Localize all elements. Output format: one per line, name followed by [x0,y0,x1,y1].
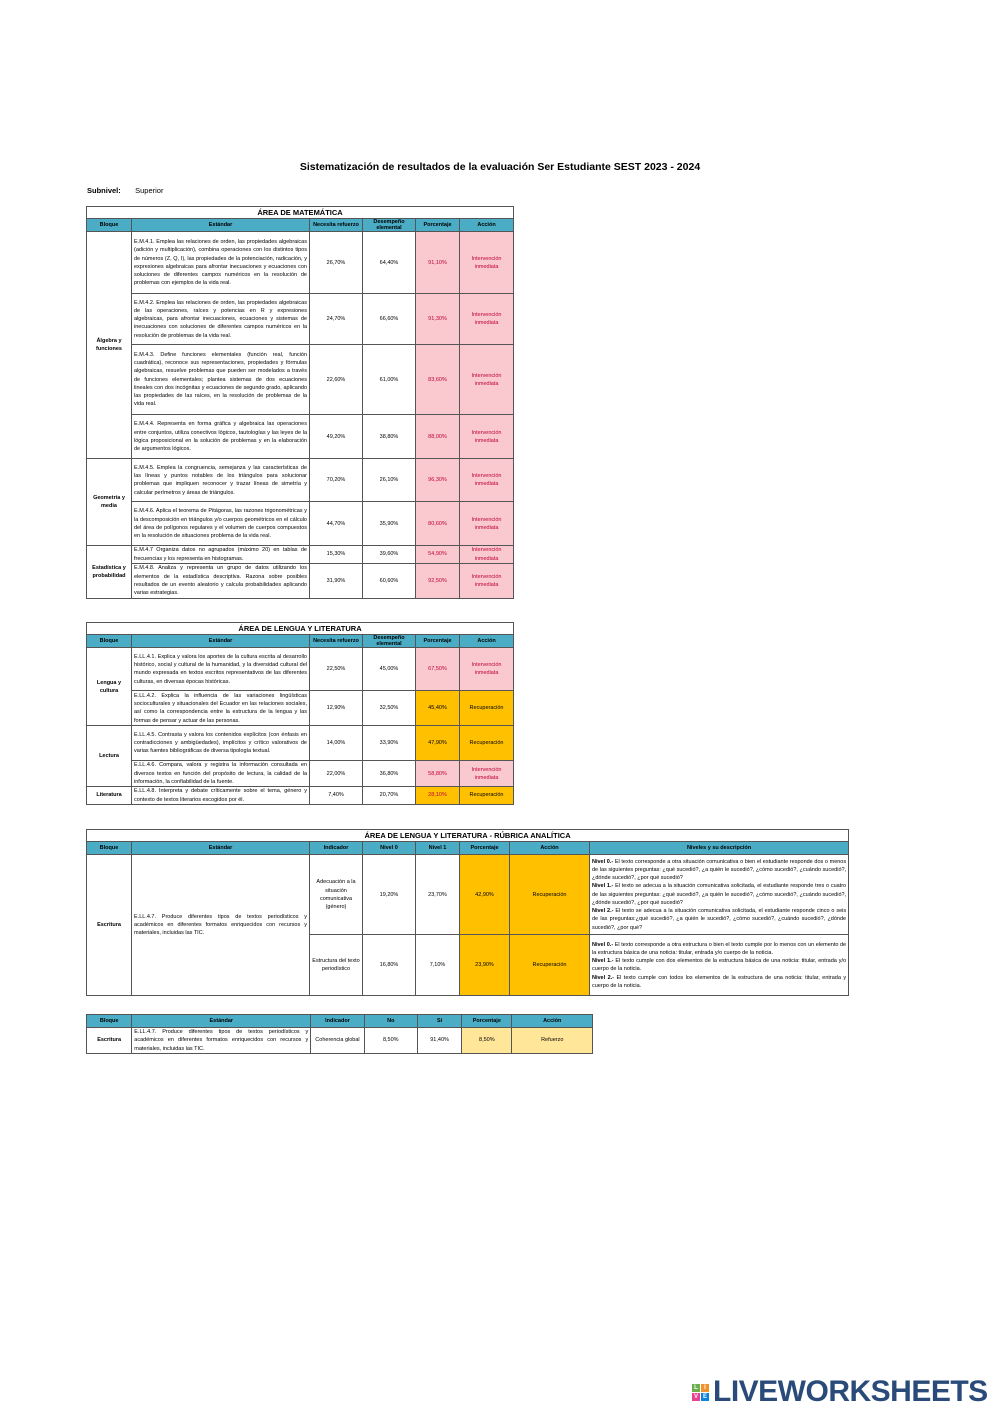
lengua-table [86,622,514,805]
accion-cell: Intervención inmediata [460,459,514,502]
col-si: Sí [417,1015,461,1028]
nivel-desc: El texto cumple con dos elementos de la estructura básica de una noticia: titular, entrada y/o cuerpo de la noticia. [592,958,847,973]
table-row [87,691,514,726]
nivel-key: Nivel 1.- [592,958,614,964]
accion-cell: Recuperación [460,726,514,761]
necesita-refuerzo-cell: 44,70% [310,502,363,546]
nivel-desc: El texto cumple con todos los elementos de la estructura de una noticia: titular, entrada y cuerpo de la noticia. [592,974,847,989]
bloque-cell: Escritura [87,1028,132,1054]
logo-letter: E [702,1393,707,1400]
matematica-caption: ÁREA DE MATEMÁTICA [87,207,514,219]
nivel-key: Nivel 1.- [592,883,614,890]
col-nivel-0: Nivel 0 [363,842,416,855]
necesita-refuerzo-cell: 7,40% [310,787,363,805]
col-bloque: Bloque [87,635,132,648]
estandar-cell: E.M.4.7 Organiza datos no agrupados (máximo 20) en tablas de frecuencias y los representa en histogramas. [132,546,310,564]
col-no: No [364,1015,417,1028]
col-porcentaje: Porcentaje [416,219,460,232]
nivel-1-cell: 7,10% [416,935,460,996]
accion-cell: Intervención inmediata [460,294,514,345]
accion-cell: Recuperación [510,855,590,935]
estandar-cell: E.LL.4.2. Explica la influencia de las variaciones lingüísticas socioculturales y situacionales del Ecuador en las relaciones sociales, así como la correspondencia entre la estructura de la lengua y las formas de pensar y actuar de las personas. [132,691,310,726]
col-nivel-1: Nivel 1 [416,842,460,855]
col-indicador: Indicador [311,1015,364,1028]
porcentaje-cell: 58,80% [416,761,460,787]
subnivel-value: Superior [135,186,164,195]
porcentaje-cell: 83,60% [416,345,460,415]
col-estandar: Estándar [132,842,310,855]
nivel-desc: El texto corresponde a otra situación comunicativa o bien el estudiante responde dos o menos de las siguientes preguntas: ¿qué sucedió?, ¿a quién le sucedió?, ¿cómo sucedió?, ¿cuándo sucedió?, ¿dónde sucedió?, ¿por qué sucedió? [592,858,847,882]
col-bloque: Bloque [87,842,132,855]
porcentaje-cell: 96,30% [416,459,460,502]
desempeno-cell: 61,00% [363,345,416,415]
table-row [87,232,514,294]
col-niveles: Niveles y su descripción [590,842,849,855]
table-row [87,345,514,415]
rubrica-table [86,829,849,996]
porcentaje-cell: 88,00% [416,415,460,459]
nivel-1-cell: 23,70% [416,855,460,935]
porcentaje-cell: 80,60% [416,502,460,546]
table-row [87,502,514,546]
estandar-cell: E.LL.4.5. Contrasta y valora los contenidos explícitos (con énfasis en contradicciones y ambigüedades), implícitos y crítico valorativos de varias fuentes bibliográficas de diversa tipología textual. [132,726,310,761]
desempeno-cell: 38,80% [363,415,416,459]
table-row [87,787,514,805]
bloque-cell: Lengua y cultura [87,648,132,726]
col-bloque: Bloque [87,219,132,232]
porcentaje-cell: 92,50% [416,563,460,598]
necesita-refuerzo-cell: 12,90% [310,691,363,726]
bloque-cell: Lectura [87,726,132,787]
estandar-cell: E.LL.4.1. Explica y valora los aportes de la cultura escrita al desarrollo histórico, social y cultural de la humanidad, y la diversidad cultural del mundo expresada en textos escritos representativos de las diferentes culturas, en diversas épocas históricas. [132,648,310,691]
accion-cell: Intervención inmediata [460,415,514,459]
accion-cell: Recuperación [510,935,590,996]
indicador-cell: Coherencia global [311,1028,364,1054]
estandar-cell: E.LL.4.7. Produce diferentes tipos de textos periodísticos y académicos en diferentes formatos enriquecidos con recursos y materiales, incluidas las TIC. [132,1028,311,1054]
logo-letter: I [701,1384,709,1392]
necesita-refuerzo-cell: 31,90% [310,563,363,598]
porcentaje-cell: 28,10% [416,787,460,805]
necesita-refuerzo-cell: 49,20% [310,415,363,459]
logo-squares-icon [692,1384,709,1401]
table-row [87,1028,593,1054]
table-row [87,563,514,598]
table-row [87,459,514,502]
desempeno-cell: 64,40% [363,232,416,294]
estandar-cell: E.M.4.4. Representa en forma gráfica y algebraica las operaciones entre conjuntos, utiliza conectivos lógicos, tautologías y las leyes de la lógica proposicional en la solución de problemas y en la elaboración de argumentos lógicos. [132,415,310,459]
desempeno-cell: 35,90% [363,502,416,546]
porcentaje-cell: 23,90% [460,935,510,996]
porcentaje-cell: 91,30% [416,294,460,345]
estandar-cell: E.LL.4.7. Produce diferentes tipos de textos periodísticos y académicos en diferentes formatos enriquecidos con recursos y materiales, incluidas las TIC. [132,855,310,996]
necesita-refuerzo-cell: 14,00% [310,726,363,761]
logo-letter: V [693,1393,698,1400]
desempeno-cell: 45,00% [363,648,416,691]
bloque-cell: Literatura [87,787,132,805]
matematica-table [86,206,514,599]
col-porcentaje: Porcentaje [416,635,460,648]
col-estandar: Estándar [132,1015,311,1028]
porcentaje-cell: 91,10% [416,232,460,294]
bloque-cell: Estadística y probabilidad [87,546,132,599]
col-accion: Acción [512,1015,593,1028]
nivel-key: Nivel 2.- [592,974,615,981]
rubrica-caption: ÁREA DE LENGUA Y LITERATURA - RÚBRICA ANALÍTICA [87,830,849,842]
nivel-desc: El texto corresponde a otra estructura o bien el texto cumple por lo menos con un elemento de la estructura básica de una noticia: titular, entrada y/o cuerpo de la noticia. [592,941,847,956]
desempeno-cell: 20,70% [363,787,416,805]
col-porcentaje: Porcentaje [460,842,510,855]
porcentaje-cell: 42,90% [460,855,510,935]
nivel-desc: El texto se adecua a la situación comunicativa solicitada, el estudiante responde tres o cuatro de las siguientes preguntas: ¿qué sucedió?, ¿a quién le sucedió?, ¿cómo sucedió?, ¿cuándo sucedió?, ¿dónde sucedió?, ¿por qué sucedió? [592,883,847,906]
bloque-cell: Geometría y media [87,459,132,546]
desempeno-cell: 32,50% [363,691,416,726]
estandar-cell: E.LL.4.8. Interpreta y debate críticamente sobre el tema, género y contexto de textos literarios escogidos por él. [132,787,310,805]
table-row [87,415,514,459]
niveles-cell [590,935,849,996]
necesita-refuerzo-cell: 26,70% [310,232,363,294]
estandar-cell: E.M.4.3. Define funciones elementales (función real, función cuadrática), reconoce sus representaciones, propiedades y fórmulas algebraicas, resuelve problemas que pueden ser modelados a través de funciones elementales; plantea sistemas de dos ecuaciones lineales con dos incógnitas y ecuaciones de segundo grado, aplicando las propiedades de las raíces, en la resolución de problemas de la vida real. [132,345,310,415]
estandar-cell: E.M.4.6. Aplica el teorema de Pitágoras, las razones trigonométricas y la descomposición en triángulos y/o cuerpos geométricos en el cálculo del área de polígonos regulares y el volumen de cuerpos compuestos en la resolución de situaciones problema de la vida real. [132,502,310,546]
col-accion: Acción [460,635,514,648]
subnivel-label: Subnivel: [87,186,121,195]
table-row [87,761,514,787]
col-indicador: Indicador [310,842,363,855]
accion-cell: Intervención inmediata [460,648,514,691]
estandar-cell: E.M.4.8. Analiza y representa un grupo de datos utilizando los elementos de la estadística descriptiva. Razona sobre posibles resultados de un evento aleatorio y calcula probabilidades aplicando varias estrategias. [132,563,310,598]
col-desempeno-elemental: Desempeño elemental [363,635,416,648]
accion-cell: Refuerzo [512,1028,593,1054]
indicador-cell: Estructura del texto periodístico [310,935,363,996]
col-necesita-refuerzo: Necesita refuerzo [310,219,363,232]
col-estandar: Estándar [132,635,310,648]
desempeno-cell: 26,10% [363,459,416,502]
bloque-cell: Álgebra y funciones [87,232,132,459]
porcentaje-cell: 45,40% [416,691,460,726]
si-cell: 91,40% [417,1028,461,1054]
col-desempeno-elemental: Desempeño elemental [363,219,416,232]
desempeno-cell: 36,80% [363,761,416,787]
coherencia-table [86,1014,593,1054]
nivel-key: Nivel 0.- [592,941,614,948]
necesita-refuerzo-cell: 22,50% [310,648,363,691]
accion-cell: Intervención inmediata [460,502,514,546]
liveworksheets-logo[interactable] [692,1376,988,1408]
estandar-cell: E.M.4.2. Emplea las relaciones de orden, las propiedades algebraicas de las operaciones, raíces y potencias en R y expresiones algebraicas, para afrontar inecuaciones, ecuaciones y sistemas de inecuaciones con soluciones de diferentes campos numéricos en la resolución de problemas de la vida real. [132,294,310,345]
accion-cell: Recuperación [460,787,514,805]
nivel-key: Nivel 0.- [592,858,614,865]
necesita-refuerzo-cell: 24,70% [310,294,363,345]
table-row [87,294,514,345]
table-row [87,648,514,691]
accion-cell: Intervención inmediata [460,761,514,787]
logo-letter: L [692,1384,700,1392]
desempeno-cell: 39,60% [363,546,416,564]
table-row [87,726,514,761]
porcentaje-cell: 54,90% [416,546,460,564]
accion-cell: Intervención inmediata [460,546,514,564]
nivel-key: Nivel 2.- [592,908,614,915]
desempeno-cell: 66,60% [363,294,416,345]
table-row [87,546,514,564]
col-bloque: Bloque [87,1015,132,1028]
necesita-refuerzo-cell: 15,30% [310,546,363,564]
col-porcentaje: Porcentaje [462,1015,512,1028]
nivel-desc: El texto se adecua a la situación comunicativa solicitada, el estudiante responde cinco o seis de las preguntas:¿qué sucedió?, ¿a quién le sucedió?, ¿cómo sucedió?, ¿cuándo sucedió?, ¿dónde sucedió?, ¿por qué? [592,908,847,931]
page-title: Sistematización de resultados de la evaluación Ser Estudiante SEST 2023 - 2024 [299,161,701,173]
col-estandar: Estándar [132,219,310,232]
table-row [87,855,849,935]
accion-cell: Intervención inmediata [460,232,514,294]
accion-cell: Intervención inmediata [460,563,514,598]
col-accion: Acción [510,842,590,855]
indicador-cell: Adecuación a la situación comunicativa (género) [310,855,363,935]
no-cell: 8,50% [364,1028,417,1054]
col-accion: Acción [460,219,514,232]
porcentaje-cell: 67,50% [416,648,460,691]
porcentaje-cell: 47,90% [416,726,460,761]
col-necesita-refuerzo: Necesita refuerzo [310,635,363,648]
niveles-cell [590,855,849,935]
accion-cell: Intervención inmediata [460,345,514,415]
porcentaje-cell: 8,50% [462,1028,512,1054]
accion-cell: Recuperación [460,691,514,726]
desempeno-cell: 33,90% [363,726,416,761]
necesita-refuerzo-cell: 70,20% [310,459,363,502]
bloque-cell: Escritura [87,855,132,996]
necesita-refuerzo-cell: 22,60% [310,345,363,415]
estandar-cell: E.M.4.1. Emplea las relaciones de orden, las propiedades algebraicas (adición y multiplicación), combina operaciones con los distintos tipos de números (Z, Q, I), las propiedades de la potenciación, radicación, y expresiones algebraicas para afrontar inecuaciones y ecuaciones con soluciones de diferentes campos numéricos en la resolución de problemas con ejemplos de la vida real. [132,232,310,294]
desempeno-cell: 60,60% [363,563,416,598]
nivel-0-cell: 19,20% [363,855,416,935]
necesita-refuerzo-cell: 22,00% [310,761,363,787]
nivel-0-cell: 16,80% [363,935,416,996]
lengua-caption: ÁREA DE LENGUA Y LITERATURA [87,623,514,635]
estandar-cell: E.LL.4.6. Compara, valora y registra la información consultada en diversos textos en función del propósito de lectura, la calidad de la información, la confiabilidad de la fuente. [132,761,310,787]
subnivel [87,186,163,195]
estandar-cell: E.M.4.5. Emplea la congruencia, semejanza y las características de las líneas y puntos notables de los triángulos para solucionar problemas que impliquen reconocer y trazar líneas de simetría y calcular perímetros y áreas de triángulos. [132,459,310,502]
logo-text: LIVEWORKSHEETS [713,1375,988,1408]
